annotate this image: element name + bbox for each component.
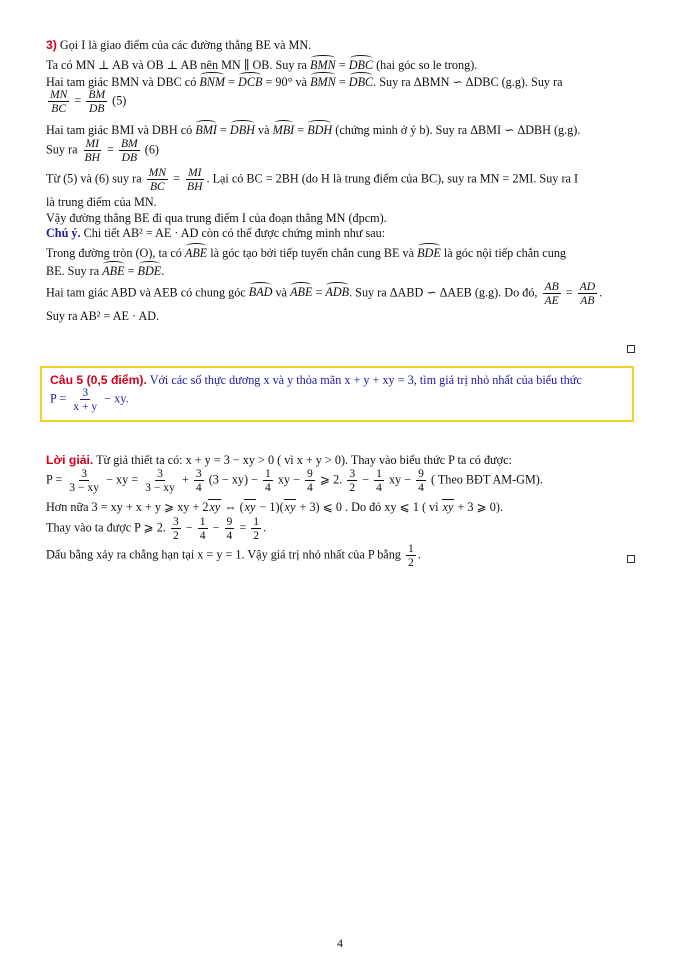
note-line4 bbox=[46, 280, 642, 307]
text: ( Theo BĐT AM-GM). bbox=[430, 472, 543, 487]
angle-abe: ABE bbox=[184, 246, 208, 260]
qed-square-icon bbox=[627, 555, 635, 563]
fraction: $\frac{3}{4}$ bbox=[195, 467, 202, 494]
fraction: $\frac{1}{2}$ bbox=[253, 515, 260, 542]
sqrt-xy: xy bbox=[209, 500, 221, 514]
note-line bbox=[46, 226, 642, 240]
angle-dcb: DCB bbox=[238, 75, 263, 89]
angle-dbc: DBC bbox=[348, 58, 374, 72]
text: . bbox=[599, 285, 603, 300]
text: BE. Suy ra bbox=[46, 264, 100, 278]
fraction-mn-bc: $\frac{MN}{BC}$ bbox=[148, 166, 167, 193]
question-line1 bbox=[50, 373, 646, 387]
equals: = bbox=[74, 93, 82, 108]
equation-number: (6) bbox=[144, 142, 159, 157]
text: − xy = bbox=[106, 472, 139, 487]
fraction: $\frac{3}{3 - xy}$ bbox=[145, 467, 175, 494]
part3-line8: là trung điểm của MN. bbox=[46, 195, 157, 209]
angle-mbi: MBI bbox=[272, 123, 295, 137]
angle-bmn: BMN bbox=[310, 58, 336, 72]
text: Dấu bằng xảy ra chẳng hạn tại x = y = 1. Vậy giá trị nhỏ nhất của P bằng bbox=[46, 547, 401, 562]
part3-label: 3) bbox=[46, 38, 57, 52]
part3-line5 bbox=[46, 121, 642, 137]
equals: = bbox=[338, 75, 346, 89]
note-line2 bbox=[46, 244, 642, 260]
fraction: $\frac{1}{4}$ bbox=[376, 467, 382, 494]
angle-adb: ADB bbox=[325, 285, 350, 300]
solution-line3 bbox=[46, 500, 642, 514]
part3-eq5 bbox=[46, 88, 642, 115]
text: xy − bbox=[277, 472, 300, 487]
solution-line4 bbox=[46, 515, 642, 542]
text: . Suy ra ΔABD ∽ ΔAEB (g.g). Do đó, bbox=[349, 285, 538, 300]
equals: = bbox=[565, 285, 573, 300]
text: (3 − xy) − bbox=[208, 472, 258, 487]
text: ⩾ 2. bbox=[319, 472, 343, 487]
sqrt-xy: xy bbox=[244, 500, 256, 514]
fraction-mi-bh: $\frac{MI}{BH}$ bbox=[187, 166, 203, 193]
note-text: Chi tiết AB² = AE · AD còn có thể được chứng minh như sau: bbox=[83, 226, 386, 240]
fraction: $\frac{9}{4}$ bbox=[418, 467, 424, 494]
qed-square-icon bbox=[627, 345, 635, 353]
fraction-bm-db: $\frac{BM}{DB}$ bbox=[120, 137, 138, 164]
fraction: $\frac{9}{4}$ bbox=[226, 515, 233, 542]
fraction: $\frac{3}{3 - xy}$ bbox=[69, 467, 100, 494]
fraction: $\frac{1}{4}$ bbox=[265, 467, 271, 494]
equation-number: (5) bbox=[112, 93, 127, 108]
solution-label: Lời giải. bbox=[46, 453, 94, 467]
text: (hai góc so le trong). bbox=[376, 58, 478, 72]
equals: = bbox=[219, 123, 227, 137]
text: Hơn nữa 3 = xy + x + y ⩾ xy + 2 bbox=[46, 500, 209, 514]
text: Suy ra bbox=[46, 142, 78, 157]
angle-dbc: DBC bbox=[348, 75, 374, 89]
angle-bmn: BMN bbox=[310, 75, 336, 89]
angle-abe: ABE bbox=[290, 285, 313, 300]
angle-dbh: DBH bbox=[229, 123, 255, 137]
equals: = bbox=[228, 75, 235, 89]
angle-bad: BAD bbox=[248, 285, 273, 300]
text: . bbox=[417, 547, 421, 562]
text: và bbox=[258, 123, 270, 137]
text: là góc tạo bởi tiếp tuyến chắn cung BE và bbox=[210, 246, 415, 260]
note-line3 bbox=[46, 262, 642, 278]
text: Hai tam giác BMI và DBH có bbox=[46, 123, 193, 137]
solution-line2 bbox=[46, 467, 642, 494]
part3-line7 bbox=[46, 166, 642, 193]
fraction-mi-bh: $\frac{MI}{BH}$ bbox=[84, 137, 100, 164]
angle-bdh: BDH bbox=[307, 123, 333, 137]
fraction: $\frac{3}{2}$ bbox=[173, 515, 179, 542]
fraction-bm-db: $\frac{BM}{DB}$ bbox=[88, 88, 106, 115]
text: − xy. bbox=[104, 391, 129, 406]
text: Từ (5) và (6) suy ra bbox=[46, 171, 142, 186]
part3-line2 bbox=[46, 56, 642, 72]
text: − bbox=[362, 472, 370, 487]
text: . bbox=[263, 520, 267, 535]
equals: = bbox=[127, 264, 135, 278]
question-expression bbox=[50, 386, 646, 413]
text: − bbox=[185, 520, 193, 535]
text: . Suy ra ΔBMN ∽ ΔDBC (g.g). Suy ra bbox=[373, 75, 563, 89]
equals: = bbox=[297, 123, 305, 137]
text: − bbox=[212, 520, 220, 535]
solution-line5 bbox=[46, 542, 642, 569]
page-number: 4 bbox=[337, 936, 343, 950]
text: và bbox=[275, 285, 288, 300]
fraction: $\frac{3}{2}$ bbox=[349, 467, 356, 494]
text: là góc nội tiếp chắn cung bbox=[443, 246, 567, 260]
fraction-mn-bc: $\frac{MN}{BC}$ bbox=[50, 88, 68, 115]
text: Ta có MN ⊥ AB và OB ⊥ AB nên MN ∥ OB. Suy ra bbox=[46, 58, 307, 72]
fraction-ab-ae: $\frac{AB}{AE}$ bbox=[544, 280, 559, 307]
note-label: Chú ý. bbox=[46, 226, 81, 240]
part3-line1 bbox=[46, 38, 642, 52]
fraction: $\frac{1}{4}$ bbox=[199, 515, 206, 542]
part3-eq6 bbox=[46, 137, 642, 164]
angle-bmi: BMI bbox=[195, 123, 217, 137]
angle-bde: BDE bbox=[417, 246, 441, 260]
fraction-min-value: $\frac{1}{2}$ bbox=[407, 542, 414, 569]
text: Hai tam giác ABD và AEB có chung góc bbox=[46, 285, 246, 300]
fraction-ad-ab: $\frac{AD}{AB}$ bbox=[579, 280, 596, 307]
equals: = bbox=[173, 171, 180, 186]
note-conclusion: Suy ra AB² = AE · AD. bbox=[46, 309, 160, 323]
part3-conclusion: Vậy đường thẳng BE đi qua trung điểm I của đoạn thẳng MN (đpcm). bbox=[46, 211, 387, 225]
text: P = bbox=[50, 391, 67, 406]
equals: = bbox=[338, 58, 346, 72]
text: xy − bbox=[388, 472, 412, 487]
text: P = bbox=[46, 472, 63, 487]
text: − 1)( bbox=[259, 500, 284, 514]
text: ⇔ ( bbox=[224, 500, 244, 514]
text: . Lại có BC = 2BH (do H là trung điểm của BC), suy ra MN = 2MI. Suy ra I bbox=[206, 171, 579, 186]
question-label: Câu 5 (0,5 điểm). bbox=[50, 373, 147, 387]
angle-bnm: BNM bbox=[199, 75, 226, 89]
fraction-3-over-x-plus-y: $\frac{3}{x + y}$ bbox=[73, 386, 98, 413]
text: + 3 ⩾ 0). bbox=[457, 500, 503, 514]
text: Hai tam giác BMN và DBC có bbox=[46, 75, 197, 89]
text: = bbox=[239, 520, 247, 535]
equals: = bbox=[315, 285, 323, 300]
fraction: $\frac{9}{4}$ bbox=[307, 467, 313, 494]
sqrt-xy: xy bbox=[284, 500, 296, 514]
text: Thay vào ta được P ⩾ 2. bbox=[46, 520, 166, 535]
text: . bbox=[161, 264, 165, 278]
part3-line3 bbox=[46, 73, 642, 89]
text: Trong đường tròn (O), ta có bbox=[46, 246, 182, 260]
angle-abe: ABE bbox=[102, 264, 125, 278]
text: = 90° và bbox=[265, 75, 308, 89]
text: Từ giả thiết ta có: x + y = 3 − xy > 0 ( vì x + y > 0). Thay vào biểu thức P ta có được: bbox=[96, 453, 512, 467]
angle-bde: BDE bbox=[137, 264, 162, 278]
text: (chứng minh ở ý b). Suy ra ΔBMI ∽ ΔDBH (g.g). bbox=[335, 123, 581, 137]
question-text: Với các số thực dương x và y thỏa mãn x + y + xy = 3, tìm giá trị nhỏ nhất của biểu thức bbox=[149, 373, 582, 387]
part3-text1: Gọi I là giao điểm của các đường thẳng BE và MN. bbox=[59, 38, 312, 52]
text: + bbox=[181, 472, 189, 487]
equals: = bbox=[107, 142, 114, 157]
solution-line1 bbox=[46, 453, 642, 467]
sqrt-xy: xy bbox=[442, 500, 454, 514]
text: + 3) ⩽ 0 . Do đó xy ⩽ 1 ( vì bbox=[299, 500, 439, 514]
